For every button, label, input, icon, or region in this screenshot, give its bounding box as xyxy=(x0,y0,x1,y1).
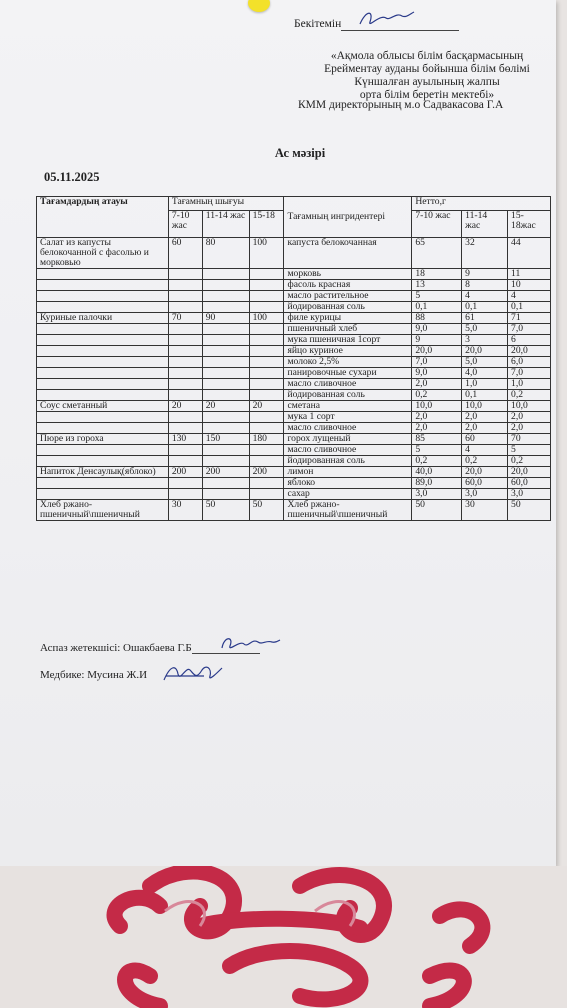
cell-n2: 20,0 xyxy=(462,346,508,357)
cell-p2: 90 xyxy=(202,313,249,324)
cell-p2 xyxy=(202,346,249,357)
portion-age-3: 15-18 xyxy=(249,211,284,238)
cell-n1: 5 xyxy=(412,291,462,302)
cell-ingredient: лимон xyxy=(284,467,412,478)
cell-p1 xyxy=(168,357,202,368)
cell-dish xyxy=(37,291,169,302)
table-row xyxy=(37,313,551,324)
cell-n1: 0,1 xyxy=(412,302,462,313)
cell-p1: 70 xyxy=(168,313,202,324)
cell-p2 xyxy=(202,357,249,368)
cell-p3 xyxy=(249,291,284,302)
cell-p1 xyxy=(168,291,202,302)
table-row xyxy=(37,379,551,390)
cell-n3: 1,0 xyxy=(508,379,551,390)
cell-ingredient: сахар xyxy=(284,489,412,500)
cell-dish xyxy=(37,346,169,357)
cell-dish: Напиток Денсаулық(яблоко) xyxy=(37,467,169,478)
cell-n1: 5 xyxy=(412,445,462,456)
table-row xyxy=(37,302,551,313)
cell-n1: 40,0 xyxy=(412,467,462,478)
table-row xyxy=(37,467,551,478)
cell-ingredient: панировочные сухари xyxy=(284,368,412,379)
approval-organization xyxy=(296,50,558,102)
cell-n2: 8 xyxy=(462,280,508,291)
cell-n3: 7,0 xyxy=(508,368,551,379)
cell-n3: 0,2 xyxy=(508,456,551,467)
table-row xyxy=(37,368,551,379)
cell-p1: 30 xyxy=(168,500,202,521)
cell-ingredient: масло растительное xyxy=(284,291,412,302)
cell-dish xyxy=(37,368,169,379)
table-row xyxy=(37,401,551,412)
cell-p2 xyxy=(202,269,249,280)
cell-p1 xyxy=(168,423,202,434)
cook-label: Аспаз жетекшісі: Ошакбаева Г.Б xyxy=(40,642,192,654)
cell-n3: 10,0 xyxy=(508,401,551,412)
cell-p2 xyxy=(202,423,249,434)
cell-n1: 50 xyxy=(412,500,462,521)
cell-p1 xyxy=(168,390,202,401)
cell-n2: 20,0 xyxy=(462,467,508,478)
cell-n3: 0,1 xyxy=(508,302,551,313)
cell-n3: 6,0 xyxy=(508,357,551,368)
cell-p3 xyxy=(249,302,284,313)
cell-n2: 4 xyxy=(462,291,508,302)
cell-p2 xyxy=(202,489,249,500)
approval-label: Бекітемін xyxy=(294,18,342,30)
cell-n2: 2,0 xyxy=(462,412,508,423)
cell-dish xyxy=(37,423,169,434)
cell-p3: 50 xyxy=(249,500,284,521)
cell-p1 xyxy=(168,379,202,390)
cell-p1: 130 xyxy=(168,434,202,445)
cell-ingredient: филе курицы xyxy=(284,313,412,324)
cell-n3: 50 xyxy=(508,500,551,521)
cell-ingredient: мука 1 сорт xyxy=(284,412,412,423)
portion-age-2: 11-14 жас xyxy=(202,211,249,238)
table-row xyxy=(37,291,551,302)
push-pin xyxy=(248,0,270,12)
cell-p2: 80 xyxy=(202,238,249,269)
table-row xyxy=(37,412,551,423)
cell-dish: Пюре из гороха xyxy=(37,434,169,445)
cell-ingredient: масло сливочное xyxy=(284,445,412,456)
cell-p2 xyxy=(202,456,249,467)
cell-n2: 4,0 xyxy=(462,368,508,379)
cell-n1: 3,0 xyxy=(412,489,462,500)
cell-n1: 65 xyxy=(412,238,462,269)
nurse-line xyxy=(40,669,147,681)
cell-p2 xyxy=(202,412,249,423)
cell-p3 xyxy=(249,269,284,280)
cook-signature xyxy=(218,632,282,654)
cell-n1: 9 xyxy=(412,335,462,346)
cell-n1: 18 xyxy=(412,269,462,280)
cell-n2: 30 xyxy=(462,500,508,521)
cell-n1: 20,0 xyxy=(412,346,462,357)
cell-p2 xyxy=(202,291,249,302)
cell-p2 xyxy=(202,368,249,379)
nurse-label: Медбике: Мусина Ж.И xyxy=(40,669,148,681)
cell-n3: 20,0 xyxy=(508,346,551,357)
cell-n2: 2,0 xyxy=(462,423,508,434)
cell-n2: 5,0 xyxy=(462,324,508,335)
table-row xyxy=(37,423,551,434)
cell-p1 xyxy=(168,324,202,335)
cell-n3: 20,0 xyxy=(508,467,551,478)
cell-n1: 2,0 xyxy=(412,379,462,390)
table-row xyxy=(37,434,551,445)
cell-n2: 0,2 xyxy=(462,456,508,467)
cell-p1: 20 xyxy=(168,401,202,412)
cell-n1: 2,0 xyxy=(412,412,462,423)
table-row xyxy=(37,280,551,291)
cell-n2: 9 xyxy=(462,269,508,280)
ingredients-header: Тағамның ингридентері xyxy=(284,197,412,238)
cell-n1: 7,0 xyxy=(412,357,462,368)
cell-n3: 7,0 xyxy=(508,324,551,335)
cell-n3: 44 xyxy=(508,238,551,269)
org-line-2: Ерейментау ауданы бойынша білім бөлімі xyxy=(324,63,530,75)
cell-p3: 200 xyxy=(249,467,284,478)
cell-p2 xyxy=(202,379,249,390)
netto-age-1: 7-10 жас xyxy=(412,211,462,238)
table-row xyxy=(37,324,551,335)
cell-n3: 3,0 xyxy=(508,489,551,500)
cell-p3 xyxy=(249,478,284,489)
table-row xyxy=(37,346,551,357)
cell-ingredient: молоко 2,5% xyxy=(284,357,412,368)
cell-p2: 200 xyxy=(202,467,249,478)
cell-dish xyxy=(37,412,169,423)
table-row xyxy=(37,238,551,269)
cell-n3: 4 xyxy=(508,291,551,302)
cell-p2 xyxy=(202,478,249,489)
cell-dish xyxy=(37,357,169,368)
cell-n1: 89,0 xyxy=(412,478,462,489)
cell-ingredient: яйцо куриное xyxy=(284,346,412,357)
cell-dish xyxy=(37,390,169,401)
cell-ingredient: яблоко xyxy=(284,478,412,489)
cell-p2 xyxy=(202,324,249,335)
cell-dish xyxy=(37,269,169,280)
cell-p3 xyxy=(249,445,284,456)
netto-age-3: 15-18жас xyxy=(508,211,551,238)
cell-dish xyxy=(37,379,169,390)
cell-ingredient: йодированная соль xyxy=(284,456,412,467)
cell-n3: 10 xyxy=(508,280,551,291)
cell-n1: 0,2 xyxy=(412,456,462,467)
cell-dish: Куриные палочки xyxy=(37,313,169,324)
cell-p3 xyxy=(249,412,284,423)
cell-n2: 61 xyxy=(462,313,508,324)
cell-n3: 11 xyxy=(508,269,551,280)
table-row xyxy=(37,489,551,500)
cell-ingredient: Хлеб ржано-пшеничный\пшеничный xyxy=(284,500,412,521)
netto-age-2: 11-14 жас xyxy=(462,211,508,238)
cell-n2: 1,0 xyxy=(462,379,508,390)
cell-ingredient: мука пшеничная 1сорт xyxy=(284,335,412,346)
cell-ingredient: сметана xyxy=(284,401,412,412)
cell-p3: 100 xyxy=(249,238,284,269)
cell-p2 xyxy=(202,390,249,401)
nurse-signature xyxy=(160,660,226,690)
cell-n3: 70 xyxy=(508,434,551,445)
cell-p1 xyxy=(168,368,202,379)
cell-ingredient: горох лущеный xyxy=(284,434,412,445)
org-line-4: орта білім беретін мектебі» xyxy=(359,89,495,101)
cell-n1: 88 xyxy=(412,313,462,324)
cell-p3 xyxy=(249,335,284,346)
cell-p1 xyxy=(168,412,202,423)
cell-ingredient: пшеничный хлеб xyxy=(284,324,412,335)
dish-header: Тағамдардың атауы xyxy=(37,197,169,238)
cell-ingredient: фасоль красная xyxy=(284,280,412,291)
cell-p2 xyxy=(202,280,249,291)
cell-dish xyxy=(37,324,169,335)
portion-header: Тағамның шығуы xyxy=(168,197,284,211)
cell-n1: 9,0 xyxy=(412,368,462,379)
cell-p2 xyxy=(202,445,249,456)
cell-p1 xyxy=(168,335,202,346)
cell-n1: 0,2 xyxy=(412,390,462,401)
director-signature xyxy=(356,6,416,30)
cell-ingredient: йодированная соль xyxy=(284,302,412,313)
cell-n3: 0,2 xyxy=(508,390,551,401)
cell-p1: 200 xyxy=(168,467,202,478)
cell-p2: 20 xyxy=(202,401,249,412)
approval-director: КММ директорының м.о Садвакасова Г.А xyxy=(298,99,504,111)
cell-ingredient: йодированная соль xyxy=(284,390,412,401)
org-line-1: «Ақмола облысы білім басқармасының xyxy=(330,50,524,62)
cell-p3 xyxy=(249,423,284,434)
cell-p1 xyxy=(168,269,202,280)
table-row xyxy=(37,269,551,280)
cell-ingredient: морковь xyxy=(284,269,412,280)
cell-dish xyxy=(37,489,169,500)
cell-p3 xyxy=(249,280,284,291)
cell-p1: 60 xyxy=(168,238,202,269)
cell-p2: 150 xyxy=(202,434,249,445)
table-row xyxy=(37,335,551,346)
menu-table xyxy=(36,196,551,521)
table-row xyxy=(37,357,551,368)
cell-p3 xyxy=(249,357,284,368)
cell-n1: 85 xyxy=(412,434,462,445)
cell-p3: 180 xyxy=(249,434,284,445)
cell-n1: 10,0 xyxy=(412,401,462,412)
cell-n2: 10,0 xyxy=(462,401,508,412)
cell-p2 xyxy=(202,335,249,346)
org-line-3: Күншалған ауылының жалпы xyxy=(354,76,500,88)
cell-n3: 5 xyxy=(508,445,551,456)
cell-ingredient: масло сливочное xyxy=(284,423,412,434)
cell-dish xyxy=(37,478,169,489)
document-title: Ас мәзірі xyxy=(274,146,326,160)
cell-n1: 2,0 xyxy=(412,423,462,434)
cell-n2: 32 xyxy=(462,238,508,269)
table-row xyxy=(37,500,551,521)
cell-n1: 9,0 xyxy=(412,324,462,335)
table-row xyxy=(37,456,551,467)
cell-n2: 60 xyxy=(462,434,508,445)
cell-ingredient: капуста белокочанная xyxy=(284,238,412,269)
cell-dish xyxy=(37,280,169,291)
cell-dish xyxy=(37,302,169,313)
cell-p2 xyxy=(202,302,249,313)
cell-p3: 20 xyxy=(249,401,284,412)
cell-dish: Соус сметанный xyxy=(37,401,169,412)
cell-n3: 71 xyxy=(508,313,551,324)
cell-n2: 0,1 xyxy=(462,302,508,313)
cell-p1 xyxy=(168,346,202,357)
cell-p1 xyxy=(168,445,202,456)
cell-p3 xyxy=(249,324,284,335)
cell-dish xyxy=(37,456,169,467)
cell-dish: Салат из капусты белокочанной с фасолью и морковью xyxy=(37,238,169,269)
cell-ingredient: масло сливочное xyxy=(284,379,412,390)
table-row xyxy=(37,478,551,489)
cell-n3: 6 xyxy=(508,335,551,346)
cell-n3: 2,0 xyxy=(508,423,551,434)
cell-p3: 100 xyxy=(249,313,284,324)
felt-ornament xyxy=(0,866,567,1008)
table-row xyxy=(37,390,551,401)
cell-n2: 3,0 xyxy=(462,489,508,500)
cell-p2: 50 xyxy=(202,500,249,521)
netto-header: Нетто,г xyxy=(412,197,551,211)
cell-n3: 2,0 xyxy=(508,412,551,423)
cell-n2: 3 xyxy=(462,335,508,346)
cell-p1 xyxy=(168,302,202,313)
cell-n2: 5,0 xyxy=(462,357,508,368)
cell-dish xyxy=(37,335,169,346)
cell-dish: Хлеб ржано-пшеничный\пшеничный xyxy=(37,500,169,521)
cell-p3 xyxy=(249,456,284,467)
cell-p1 xyxy=(168,489,202,500)
cell-n3: 60,0 xyxy=(508,478,551,489)
cell-p1 xyxy=(168,478,202,489)
portion-age-1: 7-10 жас xyxy=(168,211,202,238)
cell-p1 xyxy=(168,456,202,467)
cell-dish xyxy=(37,445,169,456)
cell-n1: 13 xyxy=(412,280,462,291)
cell-p1 xyxy=(168,280,202,291)
menu-table-body xyxy=(37,238,551,521)
cell-n2: 60,0 xyxy=(462,478,508,489)
cell-n2: 0,1 xyxy=(462,390,508,401)
cell-p3 xyxy=(249,346,284,357)
cell-p3 xyxy=(249,390,284,401)
cell-n2: 4 xyxy=(462,445,508,456)
cell-p3 xyxy=(249,379,284,390)
table-row xyxy=(37,445,551,456)
document-date: 05.11.2025 xyxy=(44,170,100,184)
cell-p3 xyxy=(249,368,284,379)
cell-p3 xyxy=(249,489,284,500)
